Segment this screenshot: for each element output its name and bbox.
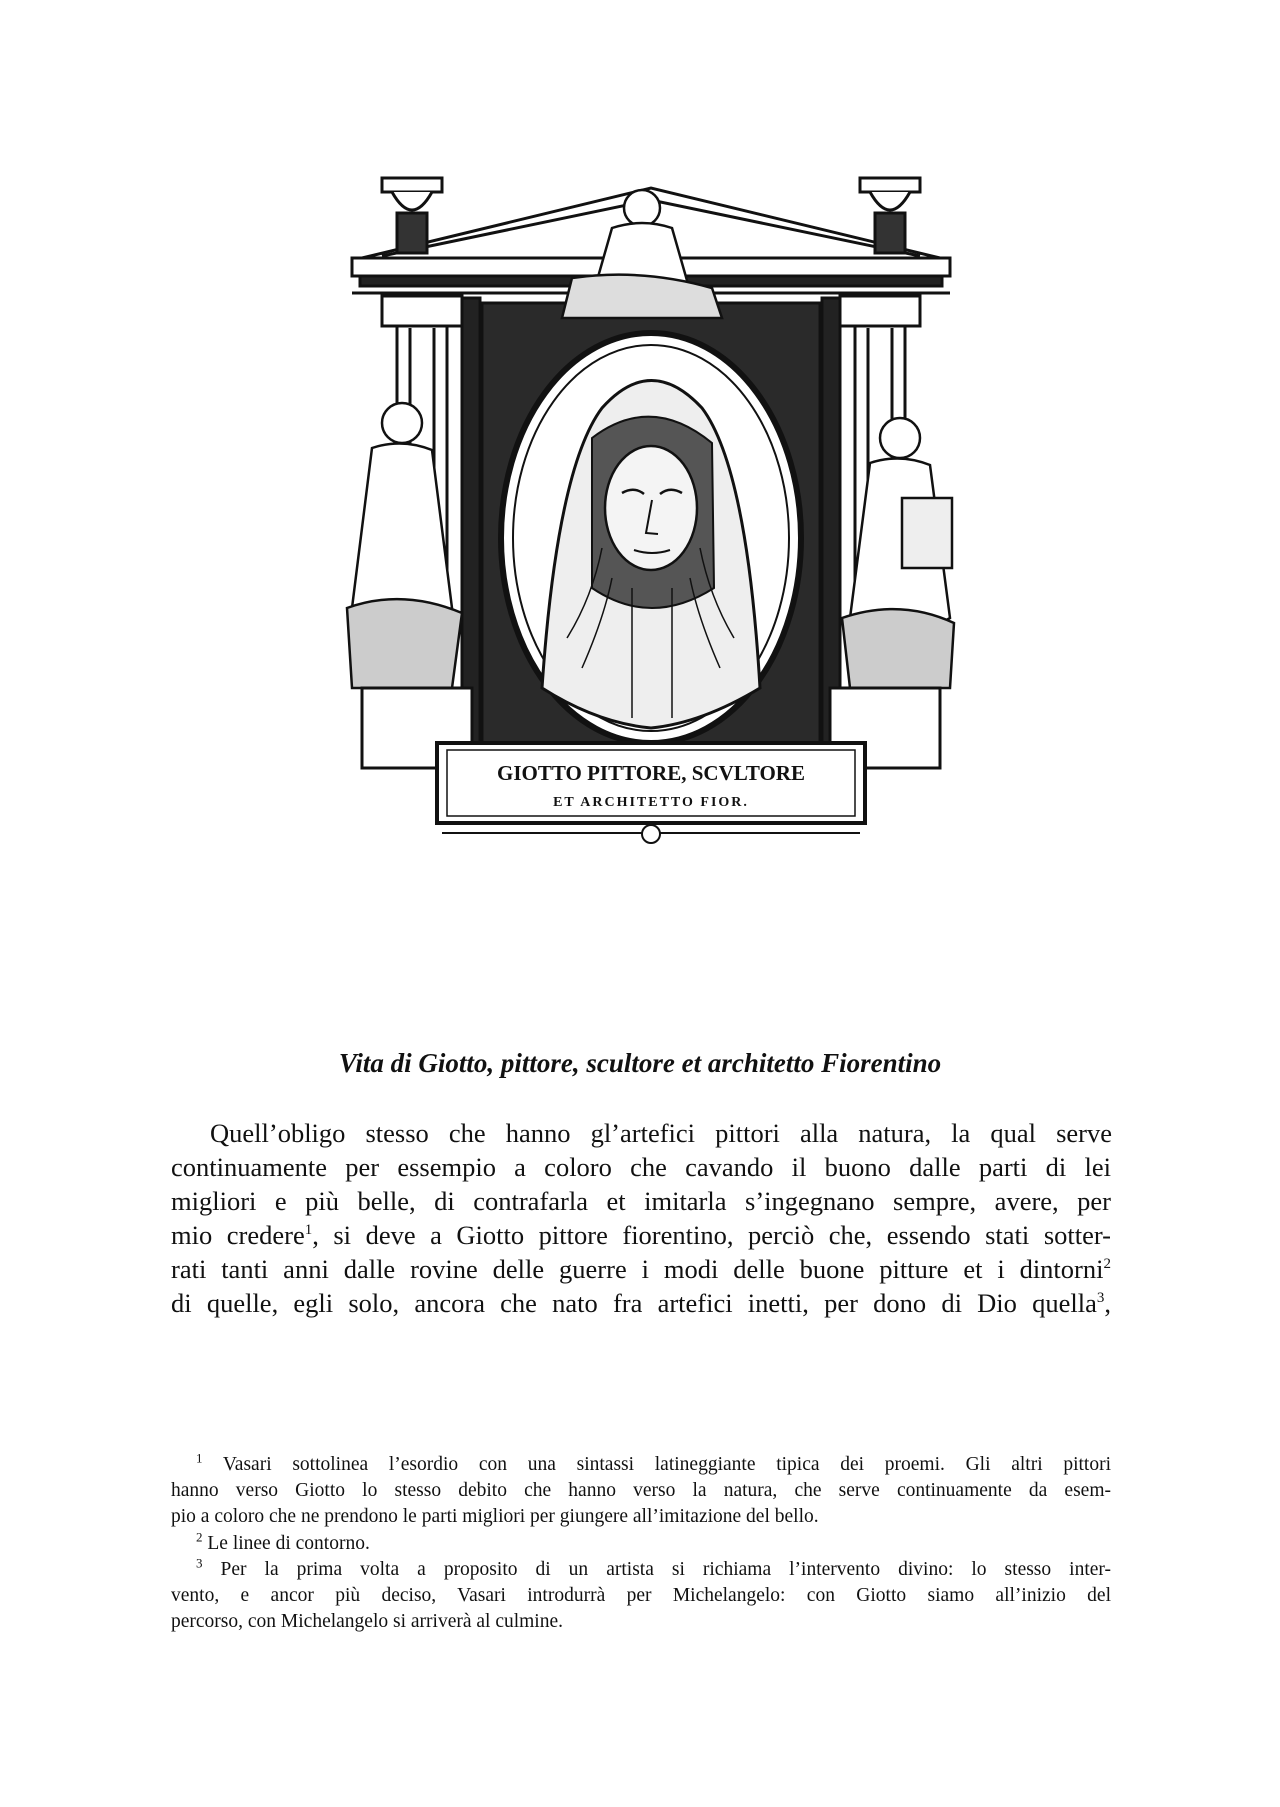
footnote-1-line-1: [196, 1452, 1111, 1478]
body-line-3: migliori e più belle, di contrafarla et imitarla s’ingegnano sempre, avere, per: [171, 1186, 1111, 1216]
body-line-4b: , si deve a Giotto pittore fiorentino, perciò che, essendo stati sotter-: [312, 1220, 1111, 1250]
footnote-2-number: 2: [196, 1529, 203, 1545]
footnote-ref-2[interactable]: 2: [1103, 1256, 1111, 1273]
giotto-woodcut-portrait: [342, 168, 960, 849]
body-line-6: [171, 1286, 1111, 1320]
inscription-plaque: [437, 743, 865, 823]
footnote-3-text-a: Per la prima volta a proposito di un artista si richiama l’intervento divino: lo stesso inter-: [220, 1559, 1112, 1580]
plaque-line-2: ET ARCHITETTO FIOR.: [553, 795, 749, 810]
body-line-5-text: rati tanti anni dalle rovine delle guerre i modi delle buone pitture et i dintorni: [171, 1254, 1104, 1284]
footnote-3-line-1: [196, 1557, 1111, 1583]
bottom-ornament: [442, 825, 860, 843]
chapter-title: Vita di Giotto, pittore, scultore et architetto Fiorentino: [338, 1048, 942, 1078]
footnote-1-line-3: pio a coloro che ne prendono le parti migliori per giungere all’imitazione del bello.: [171, 1506, 819, 1527]
body-line-5: [171, 1252, 1111, 1286]
footnote-ref-1[interactable]: 1: [304, 1222, 313, 1239]
body-line-6b: ,: [1104, 1288, 1111, 1318]
body-line-1: Quell’obligo stesso che hanno gl’artefici pittori alla natura, la qual serve: [210, 1118, 1112, 1148]
footnote-1-number: 1: [196, 1450, 203, 1466]
footnote-2-text: Le linee di contorno.: [207, 1533, 370, 1554]
footnote-ref-3[interactable]: 3: [1096, 1290, 1105, 1307]
portrait-oval: [501, 333, 801, 743]
body-line-6a: di quelle, egli solo, ancora che nato fra artefici inetti, per dono di Dio quella: [171, 1288, 1097, 1318]
footnote-3-line-3: percorso, con Michelangelo si arriverà al culmine.: [171, 1611, 564, 1632]
body-line-4a: mio credere: [171, 1220, 305, 1250]
footnote-1-text-a: Vasari sottolinea l’esordio con una sintassi latineggiante tipica dei proemi. Gli altri pittori: [222, 1454, 1111, 1475]
plaque-line-1: GIOTTO PITTORE, SCVLTORE: [497, 761, 805, 785]
body-line-4: [171, 1218, 1111, 1252]
footnote-1-line-2: hanno verso Giotto lo stesso debito che hanno verso la natura, che serve continuamente da esem-: [171, 1480, 1111, 1501]
body-line-2: continuamente per essempio a coloro che cavando il buono dalle parti di lei: [171, 1152, 1111, 1182]
footnote-2-line-1: [196, 1531, 1111, 1557]
footnote-3-line-2: vento, e ancor più deciso, Vasari introdurrà per Michelangelo: con Giotto siamo all’inizio del: [171, 1585, 1111, 1606]
footnote-3-number: 3: [196, 1555, 203, 1571]
